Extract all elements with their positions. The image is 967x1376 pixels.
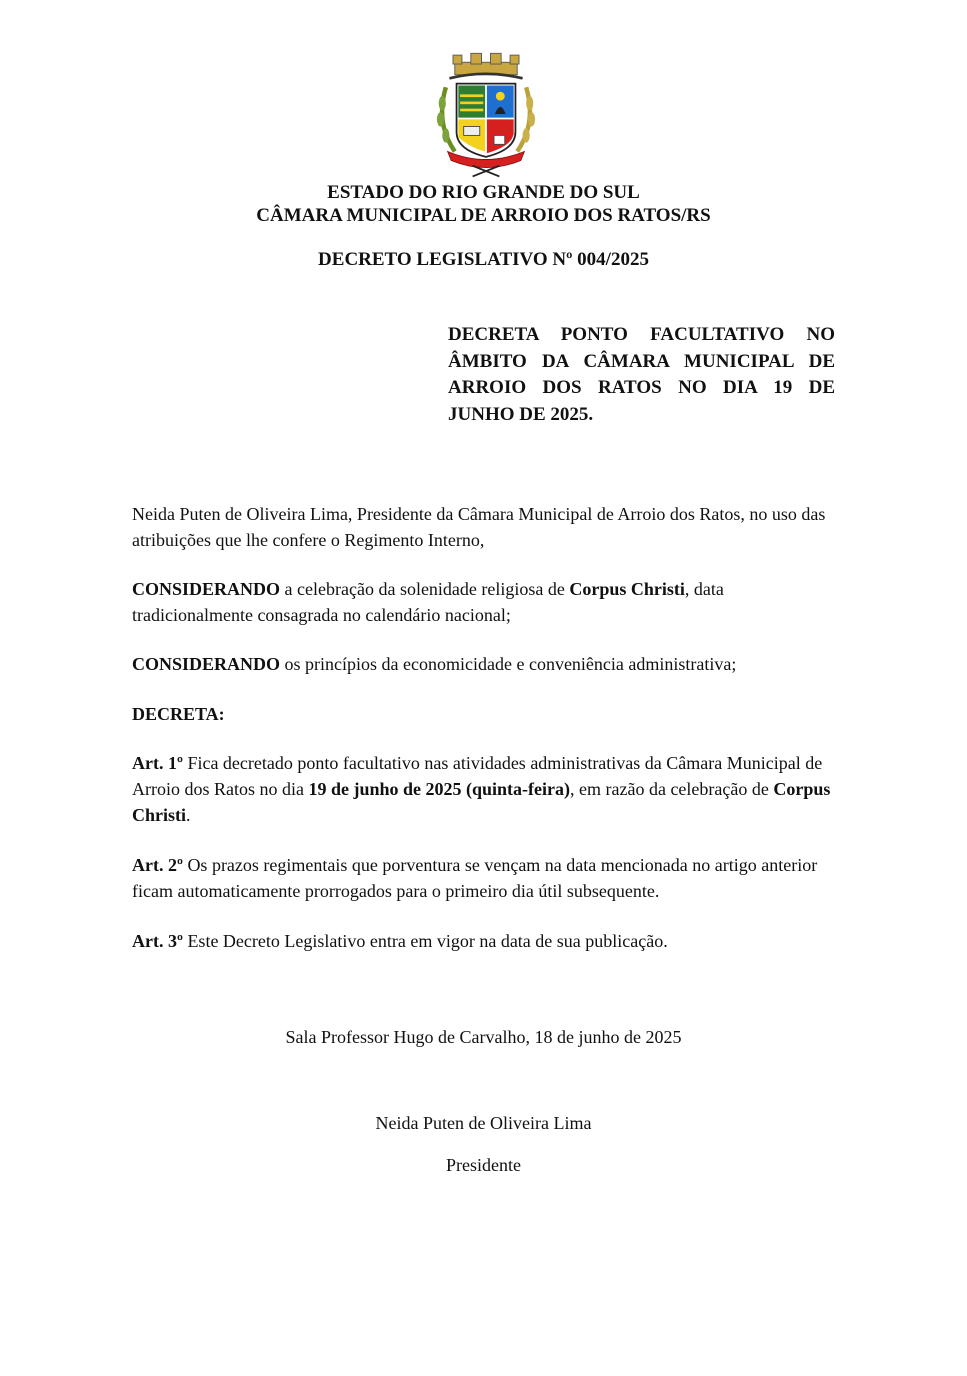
paragraph-text: , em razão da celebração de (570, 779, 774, 799)
article-label: Art. 3º (132, 931, 183, 951)
considerando-label: CONSIDERANDO (132, 654, 281, 674)
paragraph-text: , data tradicionalmente consagrada no calendário nacional; (132, 579, 724, 625)
considerando-paragraph-1 (132, 576, 842, 628)
paragraph-text: . (186, 805, 191, 825)
considerando-paragraph-2 (132, 651, 842, 677)
state-heading: ESTADO DO RIO GRANDE DO SUL (327, 182, 640, 203)
paragraph-text: Este Decreto Legislativo entra em vigor na data de sua publicação. (182, 931, 668, 951)
summary-line: ARROIO DOS RATOS NO DIA 19 DE (448, 377, 835, 398)
paragraph-text: Fica decretado ponto facultativo nas atividades administrativas da Câmara Municipal de Arroio dos Ratos no dia (132, 753, 823, 799)
article-2 (132, 852, 842, 904)
emphasis-text: 19 de junho de 2025 (quinta-feira) (308, 779, 570, 799)
summary-line: DECRETA PONTO FACULTATIVO NO (448, 324, 835, 345)
article-1 (132, 750, 842, 828)
article-3 (132, 928, 842, 954)
paragraph-text: a celebração da solenidade religiosa de (280, 579, 570, 599)
place-and-date: Sala Professor Hugo de Carvalho, 18 de junho de 2025 (285, 1027, 682, 1047)
summary-line: ÂMBITO DA CÂMARA MUNICIPAL DE (448, 350, 835, 372)
article-label: Art. 2º (132, 855, 183, 875)
coat-of-arms-icon (428, 50, 544, 178)
emphasis-text: Corpus Christi (569, 579, 685, 599)
emphasis-text: Corpus Christi (132, 779, 831, 825)
paragraph-text: Os prazos regimentais que porventura se vençam na data mencionada no artigo anterior ficam automaticamente prorrogados para o primeiro dia útil subsequente. (132, 855, 818, 901)
summary-line: JUNHO DE 2025. (448, 403, 594, 425)
article-label: Art. 1º (132, 753, 183, 773)
signer-role: Presidente (446, 1155, 521, 1175)
considerando-label: CONSIDERANDO (132, 579, 281, 599)
signer-name: Neida Puten de Oliveira Lima (375, 1113, 592, 1133)
decree-summary (448, 322, 835, 428)
paragraph-text: os princípios da economicidade e conveniência administrativa; (280, 654, 737, 674)
preamble-paragraph: Neida Puten de Oliveira Lima, Presidente da Câmara Municipal de Arroio dos Ratos, no uso das atribuições que lhe confere o Regimento Interno, (132, 504, 826, 550)
chamber-heading: CÂMARA MUNICIPAL DE ARROIO DOS RATOS/RS (256, 205, 711, 226)
decree-title: DECRETO LEGISLATIVO Nº 004/2025 (318, 249, 649, 270)
decreta-label: DECRETA: (132, 704, 225, 724)
